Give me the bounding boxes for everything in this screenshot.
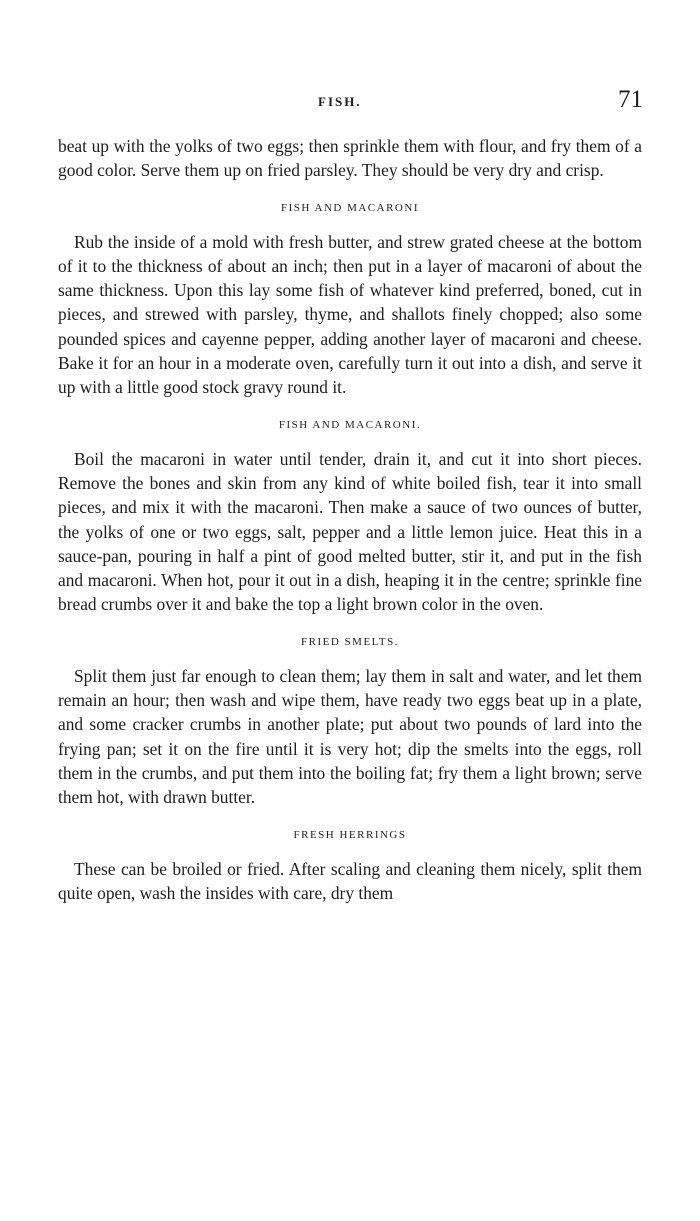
continued-paragraph: beat up with the yolks of two eggs; then sprinkle them with flour, and fry them of a good color. Serve them up on fried parsley. They should be very dry and crisp. xyxy=(58,136,642,181)
page-number: 71 xyxy=(618,86,643,113)
recipe-heading-fish-and-macaroni-2: FISH AND MACARONI. xyxy=(278,418,422,431)
recipe-heading-fresh-herrings: FRESH HERRINGS xyxy=(293,828,407,841)
recipe-heading-fish-and-macaroni-1: FISH AND MACARONI xyxy=(281,201,419,214)
recipe-paragraph-fish-and-macaroni-1: Rub the inside of a mold with fresh butter, and strew grated cheese at the bottom of it to the thickness of about an inch; then put in a layer of macaroni of about the same thickness. Upon this lay some fish of whatever kind preferred, boned, cut in pieces, and strewed with parsley, thyme, and shallots finely chopped; also some pounded spices and cayenne pepper, adding another layer of macaroni and cheese. Bake it for an hour in a moderate oven, carefully turn it out into a dish, and serve it up with a little good stock gravy round it. xyxy=(58,231,642,398)
recipe-paragraph-fried-smelts: Split them just far enough to clean them; lay them in salt and water, and let them remain an hour; then wash and wipe them, have ready two eggs beat up in a plate, and some cracker crumbs in another plate; put about two pounds of lard into the frying pan; set it on the fire until it is very hot; dip the smelts into the eggs, roll them in the crumbs, and put them into the boiling fat; fry them a light brown; serve them hot, with drawn butter. xyxy=(58,665,642,808)
running-title: FISH. xyxy=(318,94,362,109)
running-head xyxy=(0,86,700,116)
text-block xyxy=(58,134,642,905)
recipe-paragraph-fresh-herrings: These can be broiled or fried. After scaling and cleaning them nicely, split them quite open, wash the insides with care, dry them xyxy=(58,858,642,903)
recipe-heading-fried-smelts: FRIED SMELTS. xyxy=(301,635,399,648)
recipe-paragraph-fish-and-macaroni-2: Boil the macaroni in water until tender, drain it, and cut it into short pieces. Remove the bones and skin from any kind of white boiled fish, tear it into small pieces, and mix it with the macaroni. Then make a sauce of two ounces of butter, the yolks of one or two eggs, salt, pepper and a little lemon juice. Heat this in a sauce-pan, pouring in half a pint of good melted butter, stir it, and put in the fish and macaroni. When hot, pour it out in a dish, heaping it in the centre; sprinkle fine bread crumbs over it and bake the top a light brown color in the oven. xyxy=(58,448,642,615)
